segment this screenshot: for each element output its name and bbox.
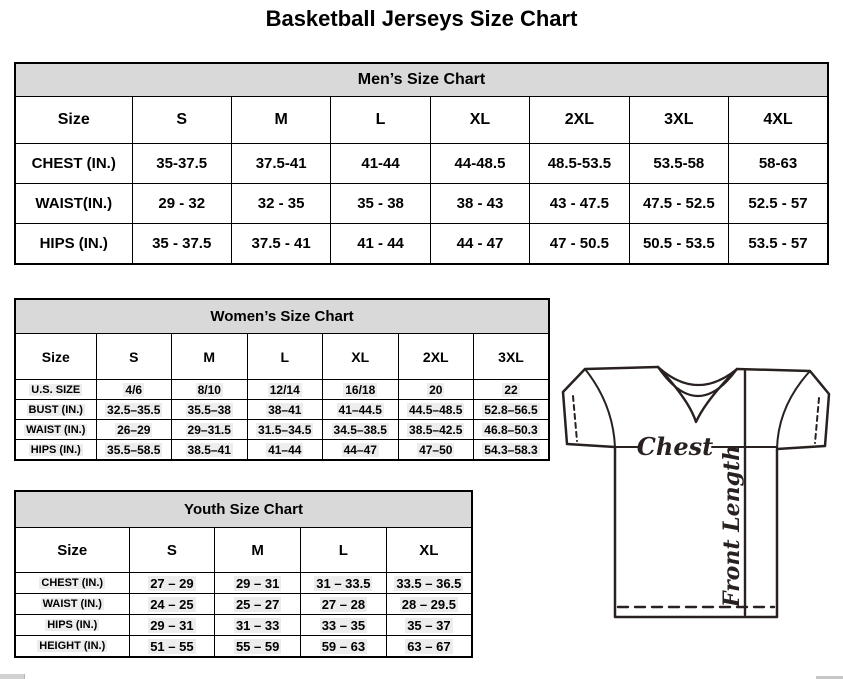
cell [474, 440, 550, 461]
cell-value: 4/6 [125, 382, 143, 397]
column-header: L [247, 334, 323, 380]
row-label [15, 573, 129, 594]
cell [398, 400, 474, 420]
left-cuff-dashed-line [573, 396, 577, 441]
cell-value: 38.5–42.5 [409, 422, 463, 437]
column-header: 2XL [530, 97, 629, 144]
row-label: HIPS (IN.) [15, 224, 132, 265]
cell: 37.5-41 [231, 144, 330, 184]
table-row-us-size [15, 380, 549, 400]
cell [323, 380, 399, 400]
cell-value: 33.5 – 36.5 [396, 575, 462, 591]
mens-size-chart-table [14, 62, 829, 265]
cell [172, 380, 248, 400]
cell-value: 35.5–58.5 [107, 442, 161, 457]
mens-header-row [15, 97, 828, 144]
row-label [15, 636, 129, 658]
jersey-outline [563, 367, 829, 617]
cell-value: 41–44 [268, 442, 302, 457]
cell [215, 636, 301, 658]
right-armhole-seam [777, 371, 810, 449]
cell [323, 400, 399, 420]
cell: 52.5 - 57 [729, 184, 828, 224]
table-row-chest [15, 573, 472, 594]
cell-value: 47–50 [419, 442, 453, 457]
column-header: 2XL [398, 334, 474, 380]
cell-value: 38.5–41 [187, 442, 231, 457]
cell [323, 420, 399, 440]
cell: 58-63 [729, 144, 828, 184]
cell-value: 31 – 33.5 [316, 575, 371, 591]
cell [398, 440, 474, 461]
cell-value: 31.5–34.5 [258, 422, 312, 437]
cell: 48.5-53.5 [530, 144, 629, 184]
cell [96, 380, 172, 400]
column-header: S [129, 528, 215, 573]
cell [386, 573, 472, 594]
cell-value: 29 – 31 [150, 617, 194, 633]
cell [386, 636, 472, 658]
cell [129, 594, 215, 615]
cell [96, 420, 172, 440]
cell: 41 - 44 [331, 224, 430, 265]
page-title: Basketball Jerseys Size Chart [265, 6, 578, 31]
row-label [15, 400, 96, 420]
row-label [15, 420, 96, 440]
row-label [15, 594, 129, 615]
cell [301, 594, 387, 615]
table-row-bust [15, 400, 549, 420]
cell-value: 28 – 29.5 [401, 596, 456, 612]
column-header: Size [15, 528, 129, 573]
cell [386, 594, 472, 615]
cell [96, 440, 172, 461]
row-label-text: WAIST (IN.) [42, 598, 102, 610]
womens-caption-row [15, 299, 549, 334]
table-row-hips [15, 224, 828, 265]
row-label-text: CHEST (IN.) [41, 577, 104, 589]
youth-header-row [15, 528, 472, 573]
cell [301, 636, 387, 658]
row-label-text: HIPS (IN.) [30, 443, 81, 456]
cell [474, 420, 550, 440]
cell-value: 26–29 [117, 422, 151, 437]
row-label [15, 380, 96, 400]
column-header: 3XL [474, 334, 550, 380]
cell: 35-37.5 [132, 144, 231, 184]
column-header: Size [15, 97, 132, 144]
row-label: CHEST (IN.) [15, 144, 132, 184]
row-label-text: HIPS (IN.) [47, 619, 98, 631]
cell-value: 59 – 63 [321, 638, 366, 654]
cell [215, 615, 301, 636]
cell [247, 380, 323, 400]
cell-value: 27 – 29 [150, 575, 194, 591]
cell-value: 25 – 27 [235, 596, 280, 612]
cell-value: 12/14 [269, 382, 300, 397]
cell: 38 - 43 [430, 184, 529, 224]
cell-value: 29–31.5 [187, 422, 231, 437]
cell [323, 440, 399, 461]
front-length-label: Front Length [719, 444, 745, 608]
cell [398, 380, 474, 400]
cell [172, 400, 248, 420]
cell-value: 29 – 31 [235, 575, 280, 591]
table-row-height [15, 636, 472, 658]
cell-value: 24 – 25 [150, 596, 194, 612]
cell [129, 615, 215, 636]
cell: 53.5-58 [629, 144, 728, 184]
womens-chart-title: Women’s Size Chart [15, 299, 549, 334]
right-cuff-dashed-line [815, 398, 819, 443]
cell [129, 573, 215, 594]
cell-value: 33 – 35 [321, 617, 366, 633]
cell-value: 20 [429, 382, 443, 397]
table-row-hips [15, 615, 472, 636]
cell: 50.5 - 53.5 [629, 224, 728, 265]
column-header: S [96, 334, 172, 380]
cell [247, 400, 323, 420]
cell-value: 54.3–58.3 [484, 442, 538, 457]
cell-value: 35.5–38 [187, 402, 231, 417]
cell-value: 44–47 [343, 442, 377, 457]
cell: 53.5 - 57 [729, 224, 828, 265]
cell-value: 51 – 55 [150, 638, 194, 654]
cell-value: 31 – 33 [235, 617, 280, 633]
cell [215, 594, 301, 615]
cell [386, 615, 472, 636]
cell: 32 - 35 [231, 184, 330, 224]
cell [398, 420, 474, 440]
left-armhole-seam [585, 369, 615, 447]
cell [215, 573, 301, 594]
cell [129, 636, 215, 658]
column-header: XL [323, 334, 399, 380]
table-row-chest [15, 144, 828, 184]
cell: 47.5 - 52.5 [629, 184, 728, 224]
row-label-text: WAIST (IN.) [26, 423, 86, 436]
row-label-text: U.S. SIZE [31, 383, 81, 396]
column-header: L [301, 528, 387, 573]
cell-value: 35 – 37 [407, 617, 451, 633]
cell-value: 46.8–50.3 [484, 422, 538, 437]
cell: 35 - 37.5 [132, 224, 231, 265]
column-header: 4XL [729, 97, 828, 144]
bottom-left-fragment [0, 674, 25, 679]
row-label-text: HEIGHT (IN.) [39, 640, 106, 652]
cell-value: 8/10 [197, 382, 221, 397]
cell-value: 22 [504, 382, 518, 397]
womens-size-chart-table [14, 298, 550, 461]
cell-value: 16/18 [345, 382, 376, 397]
column-header: M [172, 334, 248, 380]
cell [474, 400, 550, 420]
cell [96, 400, 172, 420]
cell-value: 34.5–38.5 [333, 422, 387, 437]
chest-label: Chest [636, 432, 714, 461]
table-row-waist [15, 184, 828, 224]
table-row-hips [15, 440, 549, 461]
mens-chart-title: Men’s Size Chart [15, 63, 828, 97]
cell [301, 615, 387, 636]
table-row-waist [15, 594, 472, 615]
column-header: 3XL [629, 97, 728, 144]
cell [172, 420, 248, 440]
cell: 47 - 50.5 [530, 224, 629, 265]
column-header: M [215, 528, 301, 573]
column-header: S [132, 97, 231, 144]
column-header: L [331, 97, 430, 144]
row-label [15, 615, 129, 636]
jersey-measurement-diagram [556, 358, 843, 626]
cell [301, 573, 387, 594]
column-header: XL [430, 97, 529, 144]
cell-value: 44.5–48.5 [409, 402, 463, 417]
cell-value: 41–44.5 [338, 402, 382, 417]
cell-value: 32.5–35.5 [107, 402, 161, 417]
cell [172, 440, 248, 461]
cell-value: 55 – 59 [235, 638, 280, 654]
cell [247, 440, 323, 461]
cell-value: 38–41 [268, 402, 302, 417]
youth-size-chart-table [14, 490, 473, 658]
row-label: WAIST(IN.) [15, 184, 132, 224]
cell-value: 52.8–56.5 [484, 402, 538, 417]
cell: 43 - 47.5 [530, 184, 629, 224]
cell [474, 380, 550, 400]
cell [247, 420, 323, 440]
cell: 29 - 32 [132, 184, 231, 224]
mens-caption-row [15, 63, 828, 97]
cell: 41-44 [331, 144, 430, 184]
cell: 44-48.5 [430, 144, 529, 184]
column-header: Size [15, 334, 96, 380]
cell-value: 27 – 28 [321, 596, 366, 612]
table-row-waist [15, 420, 549, 440]
cell-value: 63 – 67 [407, 638, 451, 654]
youth-caption-row [15, 491, 472, 528]
youth-chart-title: Youth Size Chart [15, 491, 472, 528]
cell: 35 - 38 [331, 184, 430, 224]
cell: 44 - 47 [430, 224, 529, 265]
row-label [15, 440, 96, 461]
column-header: XL [386, 528, 472, 573]
row-label-text: BUST (IN.) [28, 403, 83, 416]
column-header: M [231, 97, 330, 144]
jersey-diagram-svg [556, 358, 843, 626]
womens-header-row [15, 334, 549, 380]
cell: 37.5 - 41 [231, 224, 330, 265]
